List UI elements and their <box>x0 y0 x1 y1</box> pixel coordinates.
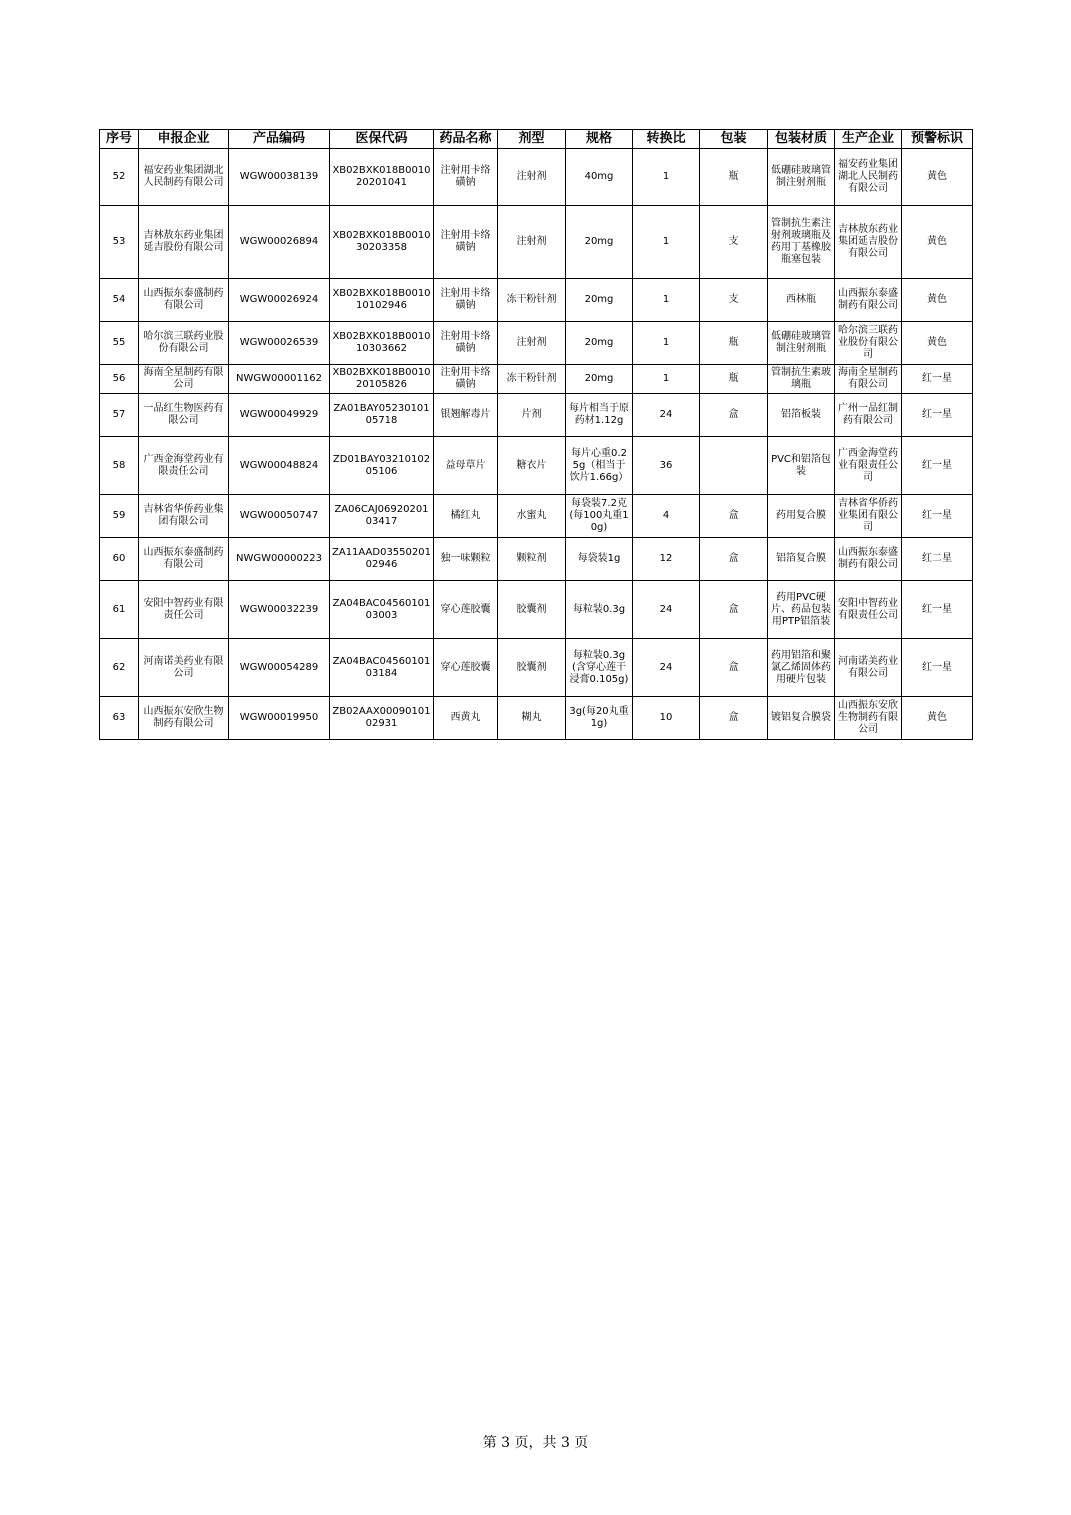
cell-package: 盒 <box>700 639 768 697</box>
header-conversion-ratio: 转换比 <box>633 130 700 149</box>
cell-insurance-code: XB02BXK018B001020201041 <box>330 149 434 206</box>
cell-conversion-ratio: 24 <box>633 639 700 697</box>
header-index: 序号 <box>100 130 139 149</box>
cell-conversion-ratio: 1 <box>633 279 700 322</box>
cell-package-material: 低硼硅玻璃管制注射剂瓶 <box>768 322 835 365</box>
cell-manufacturer: 广西金海堂药业有限责任公司 <box>835 437 902 495</box>
cell-warning-level: 红一星 <box>902 639 973 697</box>
cell-dosage-form: 水蜜丸 <box>498 495 566 538</box>
cell-warning-level: 黄色 <box>902 279 973 322</box>
cell-drug-name: 穿心莲胶囊 <box>434 581 498 639</box>
cell-package-material: 西林瓶 <box>768 279 835 322</box>
table-row <box>100 394 973 437</box>
cell-specification: 每片相当于原药材1.12g <box>566 394 633 437</box>
cell-product-code: WGW00038139 <box>229 149 330 206</box>
cell-package-material: 镀铝复合膜袋 <box>768 697 835 740</box>
cell-specification: 3g(每20丸重1g) <box>566 697 633 740</box>
cell-package: 盒 <box>700 697 768 740</box>
cell-specification: 20mg <box>566 365 633 394</box>
cell-drug-name: 注射用卡络磺钠 <box>434 365 498 394</box>
cell-drug-name: 注射用卡络磺钠 <box>434 322 498 365</box>
cell-drug-name: 独一味颗粒 <box>434 538 498 581</box>
cell-applicant: 安阳中智药业有限责任公司 <box>139 581 229 639</box>
cell-drug-name: 穿心莲胶囊 <box>434 639 498 697</box>
cell-product-code: WGW00019950 <box>229 697 330 740</box>
cell-conversion-ratio: 1 <box>633 149 700 206</box>
cell-conversion-ratio: 24 <box>633 581 700 639</box>
cell-index: 62 <box>100 639 139 697</box>
cell-applicant: 河南诺美药业有限公司 <box>139 639 229 697</box>
cell-dosage-form: 注射剂 <box>498 149 566 206</box>
cell-package: 瓶 <box>700 365 768 394</box>
cell-manufacturer: 河南诺美药业有限公司 <box>835 639 902 697</box>
cell-index: 57 <box>100 394 139 437</box>
cell-product-code: WGW00026539 <box>229 322 330 365</box>
cell-insurance-code: ZA06CAJ0692020103417 <box>330 495 434 538</box>
cell-conversion-ratio: 4 <box>633 495 700 538</box>
cell-manufacturer: 广州一品红制药有限公司 <box>835 394 902 437</box>
cell-package: 盒 <box>700 394 768 437</box>
cell-product-code: WGW00054289 <box>229 639 330 697</box>
cell-package-material: 药用铝箔和聚氯乙烯固体药用硬片包装 <box>768 639 835 697</box>
cell-conversion-ratio: 24 <box>633 394 700 437</box>
cell-specification: 每片心重0.25g（相当于饮片1.66g） <box>566 437 633 495</box>
cell-insurance-code: ZB02AAX0009010102931 <box>330 697 434 740</box>
cell-manufacturer: 吉林敖东药业集团延吉股份有限公司 <box>835 206 902 279</box>
cell-specification: 40mg <box>566 149 633 206</box>
cell-specification: 每袋装1g <box>566 538 633 581</box>
cell-index: 56 <box>100 365 139 394</box>
cell-index: 55 <box>100 322 139 365</box>
cell-conversion-ratio: 12 <box>633 538 700 581</box>
table-row <box>100 365 973 394</box>
cell-specification: 20mg <box>566 322 633 365</box>
cell-dosage-form: 胶囊剂 <box>498 639 566 697</box>
cell-applicant: 吉林省华侨药业集团有限公司 <box>139 495 229 538</box>
cell-package-material: 铝箔复合膜 <box>768 538 835 581</box>
cell-specification: 每袋装7.2克(每100丸重10g) <box>566 495 633 538</box>
header-package-material: 包装材质 <box>768 130 835 149</box>
cell-package: 盒 <box>700 581 768 639</box>
cell-package: 盒 <box>700 538 768 581</box>
cell-product-code: WGW00049929 <box>229 394 330 437</box>
cell-package-material: 药用复合膜 <box>768 495 835 538</box>
table-row <box>100 495 973 538</box>
table-header-row <box>100 130 973 149</box>
cell-index: 58 <box>100 437 139 495</box>
cell-specification: 20mg <box>566 279 633 322</box>
cell-index: 52 <box>100 149 139 206</box>
header-warning-level: 预警标识 <box>902 130 973 149</box>
cell-package-material: 铝箔板装 <box>768 394 835 437</box>
cell-manufacturer: 吉林省华侨药业集团有限公司 <box>835 495 902 538</box>
cell-insurance-code: ZA04BAC0456010103184 <box>330 639 434 697</box>
cell-product-code: NWGW00000223 <box>229 538 330 581</box>
cell-package <box>700 437 768 495</box>
cell-index: 63 <box>100 697 139 740</box>
header-package: 包装 <box>700 130 768 149</box>
cell-package-material: 药用PVC硬片、药品包装用PTP铝箔装 <box>768 581 835 639</box>
cell-drug-name: 注射用卡络磺钠 <box>434 279 498 322</box>
cell-warning-level: 红一星 <box>902 365 973 394</box>
cell-insurance-code: XB02BXK018B001030203358 <box>330 206 434 279</box>
cell-drug-name: 西黄丸 <box>434 697 498 740</box>
cell-product-code: WGW00026894 <box>229 206 330 279</box>
cell-applicant: 广西金海堂药业有限责任公司 <box>139 437 229 495</box>
cell-drug-name: 注射用卡络磺钠 <box>434 206 498 279</box>
cell-insurance-code: ZD01BAY0321010205106 <box>330 437 434 495</box>
cell-applicant: 哈尔滨三联药业股份有限公司 <box>139 322 229 365</box>
cell-insurance-code: XB02BXK018B001020105826 <box>330 365 434 394</box>
header-specification: 规格 <box>566 130 633 149</box>
table-row <box>100 581 973 639</box>
cell-applicant: 山西振东安欣生物制药有限公司 <box>139 697 229 740</box>
cell-dosage-form: 颗粒剂 <box>498 538 566 581</box>
cell-warning-level: 黄色 <box>902 149 973 206</box>
cell-applicant: 吉林敖东药业集团延吉股份有限公司 <box>139 206 229 279</box>
cell-dosage-form: 糊丸 <box>498 697 566 740</box>
cell-manufacturer: 福安药业集团湖北人民制药有限公司 <box>835 149 902 206</box>
cell-applicant: 海南全星制药有限公司 <box>139 365 229 394</box>
cell-conversion-ratio: 10 <box>633 697 700 740</box>
cell-manufacturer: 山西振东安欣生物制药有限公司 <box>835 697 902 740</box>
cell-specification: 每粒装0.3g <box>566 581 633 639</box>
table-row <box>100 437 973 495</box>
table-row <box>100 322 973 365</box>
cell-dosage-form: 冻干粉针剂 <box>498 279 566 322</box>
drug-warning-table <box>99 129 973 740</box>
cell-dosage-form: 胶囊剂 <box>498 581 566 639</box>
header-applicant: 申报企业 <box>139 130 229 149</box>
cell-package: 盒 <box>700 495 768 538</box>
header-drug-name: 药品名称 <box>434 130 498 149</box>
cell-applicant: 福安药业集团湖北人民制药有限公司 <box>139 149 229 206</box>
header-product-code: 产品编码 <box>229 130 330 149</box>
cell-drug-name: 注射用卡络磺钠 <box>434 149 498 206</box>
cell-index: 60 <box>100 538 139 581</box>
cell-manufacturer: 山西振东泰盛制药有限公司 <box>835 538 902 581</box>
cell-conversion-ratio: 36 <box>633 437 700 495</box>
cell-product-code: WGW00050747 <box>229 495 330 538</box>
cell-dosage-form: 片剂 <box>498 394 566 437</box>
cell-manufacturer: 山西振东泰盛制药有限公司 <box>835 279 902 322</box>
cell-package: 支 <box>700 279 768 322</box>
table-row <box>100 538 973 581</box>
cell-manufacturer: 安阳中智药业有限责任公司 <box>835 581 902 639</box>
cell-manufacturer: 哈尔滨三联药业股份有限公司 <box>835 322 902 365</box>
cell-package-material: PVC和铝箔包装 <box>768 437 835 495</box>
cell-package-material: 管制抗生素注射剂玻璃瓶及药用丁基橡胶瓶塞包装 <box>768 206 835 279</box>
page-number: 第 3 页，共 3 页 <box>482 1435 589 1451</box>
cell-index: 53 <box>100 206 139 279</box>
cell-warning-level: 红一星 <box>902 394 973 437</box>
cell-drug-name: 益母草片 <box>434 437 498 495</box>
cell-package-material: 低硼硅玻璃管制注射剂瓶 <box>768 149 835 206</box>
cell-warning-level: 红一星 <box>902 581 973 639</box>
cell-drug-name: 银翘解毒片 <box>434 394 498 437</box>
table-row <box>100 206 973 279</box>
cell-applicant: 山西振东泰盛制药有限公司 <box>139 279 229 322</box>
cell-insurance-code: ZA01BAY0523010105718 <box>330 394 434 437</box>
cell-insurance-code: ZA04BAC0456010103003 <box>330 581 434 639</box>
cell-index: 54 <box>100 279 139 322</box>
cell-product-code: NWGW00001162 <box>229 365 330 394</box>
header-manufacturer: 生产企业 <box>835 130 902 149</box>
cell-package: 瓶 <box>700 322 768 365</box>
cell-insurance-code: ZA11AAD0355020102946 <box>330 538 434 581</box>
cell-conversion-ratio: 1 <box>633 206 700 279</box>
cell-drug-name: 橘红丸 <box>434 495 498 538</box>
cell-dosage-form: 注射剂 <box>498 206 566 279</box>
cell-conversion-ratio: 1 <box>633 322 700 365</box>
cell-package: 瓶 <box>700 149 768 206</box>
cell-package-material: 管制抗生素玻璃瓶 <box>768 365 835 394</box>
table-row <box>100 279 973 322</box>
table-row <box>100 639 973 697</box>
table-row <box>100 697 973 740</box>
cell-specification: 每粒装0.3g(含穿心莲干浸膏0.105g) <box>566 639 633 697</box>
cell-warning-level: 黄色 <box>902 322 973 365</box>
cell-dosage-form: 注射剂 <box>498 322 566 365</box>
cell-insurance-code: XB02BXK018B001010303662 <box>330 322 434 365</box>
cell-conversion-ratio: 1 <box>633 365 700 394</box>
cell-specification: 20mg <box>566 206 633 279</box>
table-body <box>100 149 973 740</box>
cell-product-code: WGW00048824 <box>229 437 330 495</box>
cell-index: 59 <box>100 495 139 538</box>
table-row <box>100 149 973 206</box>
cell-warning-level: 红二星 <box>902 538 973 581</box>
cell-warning-level: 红一星 <box>902 437 973 495</box>
cell-applicant: 一品红生物医药有限公司 <box>139 394 229 437</box>
header-insurance-code: 医保代码 <box>330 130 434 149</box>
cell-product-code: WGW00026924 <box>229 279 330 322</box>
cell-applicant: 山西振东泰盛制药有限公司 <box>139 538 229 581</box>
cell-warning-level: 红一星 <box>902 495 973 538</box>
cell-warning-level: 黄色 <box>902 697 973 740</box>
cell-insurance-code: XB02BXK018B001010102946 <box>330 279 434 322</box>
cell-product-code: WGW00032239 <box>229 581 330 639</box>
cell-manufacturer: 海南全星制药有限公司 <box>835 365 902 394</box>
header-dosage-form: 剂型 <box>498 130 566 149</box>
cell-dosage-form: 糖衣片 <box>498 437 566 495</box>
cell-index: 61 <box>100 581 139 639</box>
cell-warning-level: 黄色 <box>902 206 973 279</box>
cell-dosage-form: 冻干粉针剂 <box>498 365 566 394</box>
cell-package: 支 <box>700 206 768 279</box>
